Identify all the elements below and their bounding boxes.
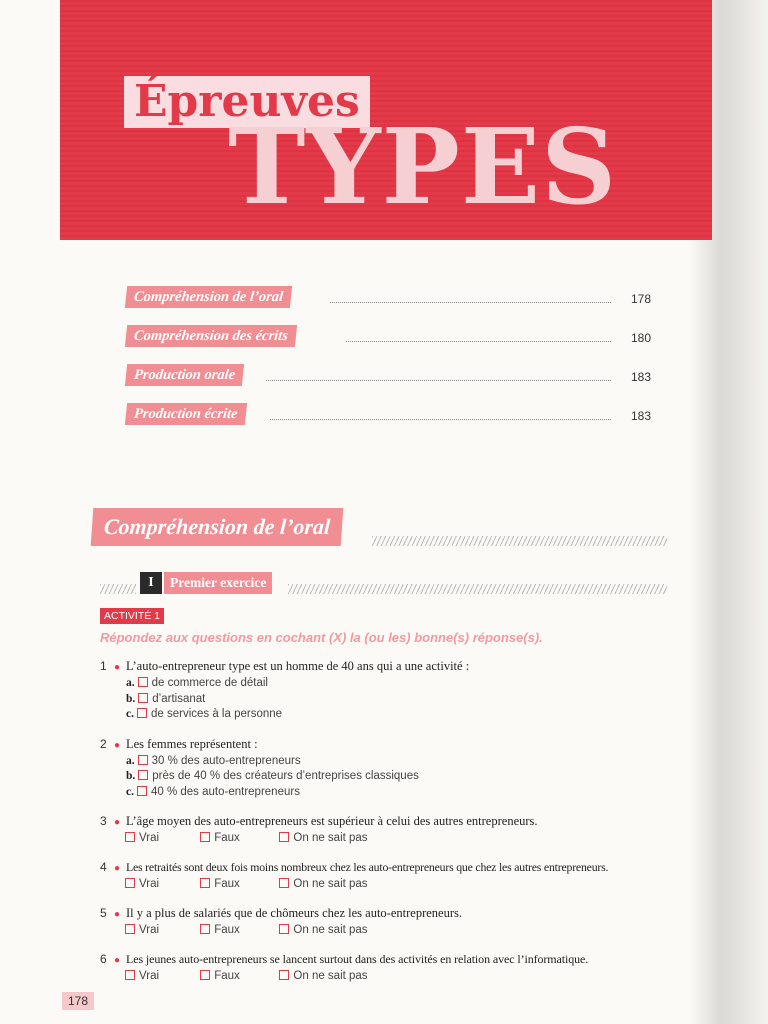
checkbox-icon[interactable] bbox=[138, 693, 148, 703]
question-number: 2 bbox=[100, 736, 107, 751]
question-1 bbox=[100, 658, 670, 723]
banner-title-large: TYPES bbox=[228, 105, 618, 228]
hatch-rule bbox=[100, 584, 136, 594]
option[interactable]: c. 40 % des auto-entrepreneurs bbox=[126, 785, 300, 798]
checkbox-icon[interactable] bbox=[137, 708, 147, 718]
choice-faux[interactable]: Faux bbox=[197, 969, 273, 984]
choice-unknown[interactable]: On ne sait pas bbox=[276, 877, 367, 892]
toc-row[interactable] bbox=[126, 364, 651, 403]
title-banner bbox=[60, 0, 712, 240]
exercise-number: I bbox=[140, 572, 162, 594]
toc-row[interactable] bbox=[126, 286, 651, 325]
question-list bbox=[100, 658, 670, 997]
question-number: 3 bbox=[100, 814, 107, 828]
checkbox-icon[interactable] bbox=[279, 878, 289, 888]
toc-leader bbox=[346, 341, 611, 342]
question-5 bbox=[100, 905, 670, 938]
checkbox-icon[interactable] bbox=[137, 786, 147, 796]
checkbox-icon[interactable] bbox=[200, 878, 210, 888]
true-false-choices bbox=[122, 831, 670, 846]
checkbox-icon[interactable] bbox=[200, 924, 210, 934]
toc-label: Production écrite bbox=[125, 403, 247, 425]
toc-leader bbox=[330, 302, 611, 303]
choice-vrai[interactable]: Vrai bbox=[122, 877, 194, 892]
question-number: 5 bbox=[100, 906, 107, 920]
question-text: Les retraités sont deux fois moins nombreux chez les auto-entrepreneurs que chez les autres entrepreneurs. bbox=[126, 860, 609, 874]
choice-unknown[interactable]: On ne sait pas bbox=[276, 969, 367, 984]
checkbox-icon[interactable] bbox=[138, 770, 148, 780]
section-title: Compréhension de l’oral bbox=[91, 508, 344, 546]
question-3 bbox=[100, 813, 670, 846]
bullet-icon: ● bbox=[114, 662, 121, 673]
choice-unknown[interactable]: On ne sait pas bbox=[276, 923, 367, 938]
section-heading bbox=[92, 508, 667, 548]
question-text: Il y a plus de salariés que de chômeurs chez les auto-entrepreneurs. bbox=[126, 906, 462, 920]
bullet-icon: ● bbox=[114, 955, 121, 966]
toc-label: Production orale bbox=[125, 364, 244, 386]
question-4 bbox=[100, 859, 670, 892]
exercise-title: Premier exercice bbox=[164, 572, 272, 594]
choice-unknown[interactable]: On ne sait pas bbox=[276, 831, 367, 846]
activity-label: ACTIVITÉ 1 bbox=[100, 608, 164, 624]
option[interactable]: a. 30 % des auto-entrepreneurs bbox=[126, 754, 301, 767]
toc-label: Compréhension des écrits bbox=[125, 325, 297, 347]
option[interactable]: c. de services à la personne bbox=[126, 708, 283, 720]
question-text: Les femmes représentent : bbox=[126, 736, 258, 751]
option[interactable]: a. de commerce de détail bbox=[126, 677, 268, 689]
choice-vrai[interactable]: Vrai bbox=[122, 831, 194, 846]
bullet-icon: ● bbox=[114, 863, 121, 874]
toc-row[interactable] bbox=[126, 403, 651, 442]
checkbox-icon[interactable] bbox=[138, 677, 148, 687]
banner-title-small: Épreuves bbox=[124, 76, 370, 128]
checkbox-icon[interactable] bbox=[125, 970, 135, 980]
checkbox-icon[interactable] bbox=[279, 832, 289, 842]
choice-faux[interactable]: Faux bbox=[197, 923, 273, 938]
question-text: L’auto-entrepreneur type est un homme de 40 ans qui a une activité : bbox=[126, 659, 470, 673]
page-number: 178 bbox=[62, 992, 94, 1010]
checkbox-icon[interactable] bbox=[200, 970, 210, 980]
true-false-choices bbox=[122, 969, 670, 984]
toc-page: 180 bbox=[630, 331, 651, 345]
checkbox-icon[interactable] bbox=[125, 832, 135, 842]
question-6 bbox=[100, 951, 670, 984]
question-text: Les jeunes auto-entrepreneurs se lancent surtout dans des activités en relation avec l’informatique. bbox=[126, 952, 589, 966]
checkbox-icon[interactable] bbox=[125, 924, 135, 934]
choice-faux[interactable]: Faux bbox=[197, 877, 273, 892]
checkbox-icon[interactable] bbox=[138, 755, 148, 765]
question-2 bbox=[100, 736, 670, 801]
question-text: L’âge moyen des auto-entrepreneurs est supérieur à celui des autres entrepreneurs. bbox=[126, 814, 538, 828]
toc-label: Compréhension de l’oral bbox=[125, 286, 292, 308]
toc-page: 183 bbox=[630, 370, 651, 384]
activity-instruction: Répondez aux questions en cochant (X) la (ou les) bonne(s) réponse(s). bbox=[100, 630, 543, 645]
true-false-choices bbox=[122, 923, 670, 938]
option[interactable]: b. près de 40 % des créateurs d’entreprises classiques bbox=[126, 770, 419, 782]
choice-vrai[interactable]: Vrai bbox=[122, 969, 194, 984]
bullet-icon: ● bbox=[114, 817, 121, 828]
hatch-rule bbox=[288, 584, 667, 594]
question-number: 6 bbox=[100, 952, 107, 966]
toc-page: 178 bbox=[630, 292, 651, 306]
toc-page: 183 bbox=[630, 409, 651, 423]
question-number: 4 bbox=[100, 860, 107, 874]
toc-row[interactable] bbox=[126, 325, 651, 364]
toc-leader bbox=[270, 419, 611, 420]
checkbox-icon[interactable] bbox=[279, 970, 289, 980]
option[interactable]: b. d’artisanat bbox=[126, 692, 206, 705]
choice-faux[interactable]: Faux bbox=[197, 831, 273, 846]
choice-vrai[interactable]: Vrai bbox=[122, 923, 194, 938]
exercise-heading bbox=[100, 572, 667, 596]
bullet-icon: ● bbox=[114, 909, 121, 920]
hatch-rule bbox=[372, 536, 667, 546]
toc-leader bbox=[266, 380, 611, 381]
checkbox-icon[interactable] bbox=[125, 878, 135, 888]
bullet-icon: ● bbox=[114, 739, 121, 751]
checkbox-icon[interactable] bbox=[200, 832, 210, 842]
table-of-contents bbox=[126, 286, 651, 442]
true-false-choices bbox=[122, 877, 670, 892]
checkbox-icon[interactable] bbox=[279, 924, 289, 934]
question-number: 1 bbox=[100, 659, 107, 673]
